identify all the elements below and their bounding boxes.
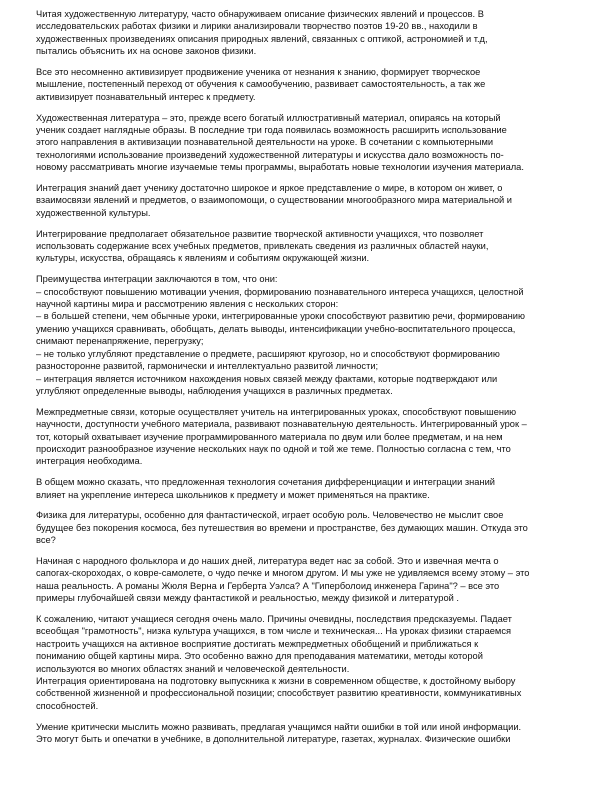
text-line: способностей. [36, 700, 99, 711]
text-line: Это могут быть и опечатки в учебнике, в дополнительной литературе, газетах, журналах. Физические ошибки [36, 734, 511, 745]
text-line: мышление, постепенный переход от обучения к самообучению, развивает самостоятельность, а так же [36, 79, 486, 90]
text-line: научной картины мира и рассмотрению явления с нескольких сторон: [36, 299, 339, 310]
text-line: В общем можно сказать, что предложенная технология сочетания дифференциации и интеграции знаний [36, 477, 495, 488]
text-line: влияет на укрепление интереса школьников к предмету и может применяться на практике. [36, 489, 430, 500]
text-line: активизирует познавательный интерес к предмету. [36, 91, 256, 102]
text-line: тот, который охватывает изучение программированного материала по двум или более предметам, и на нем [36, 431, 503, 442]
paragraph [36, 182, 576, 219]
text-line: всеобщая "грамотность", низка культура учащихся, в том числе и техническая... На уроках физики стараемся [36, 626, 512, 637]
text-line: происходит разнообразное изучение нескольких наук по одной и той же теме. Полностью согласна с тем, что [36, 443, 511, 454]
text-line: собственной жизненной и профессиональной позиции; способствует развитию креативности, коммуникативных [36, 688, 522, 699]
text-line: исследовательских работах физики и лирики анализировали творчество поэтов 19-20 вв., находили в [36, 21, 478, 32]
text-line: пытались объяснить их на основе законов физики. [36, 46, 257, 57]
paragraph [36, 476, 576, 501]
text-line: будущее без покорения космоса, без путешествия во времени и пространстве, без думающих машин. Откуда это [36, 522, 528, 533]
paragraph [36, 273, 576, 397]
text-line: использовать содержание всех учебных предметов, привлекать сведения из различных областей науки, [36, 241, 489, 252]
text-line: наша реальность. А романы Жюля Верна и Герберта Уэлса? А "Гиперболоид инженера Гарина"? – все это [36, 580, 500, 591]
paragraph [36, 509, 576, 546]
text-line: сапогах-скороходах, о ковре-самолете, о чудо печке и многом другом. И мы уже не удивляемся всему этому – это [36, 568, 530, 579]
paragraph [36, 112, 576, 174]
paragraph [36, 8, 576, 58]
text-line: К сожалению, читают учащиеся сегодня очень мало. Причины очевидны, последствия предсказуемы. Падает [36, 613, 512, 624]
text-line: – способствуют повышению мотивации учения, формированию познавательного интереса учащихся, целостной [36, 286, 524, 297]
text-line: пониманию общей картины мира. Это особенно важно для преподавания математики, методы которой [36, 651, 483, 662]
text-line: Читая художественную литературу, часто обнаруживаем описание физических явлений и процессов. В [36, 9, 484, 19]
text-line: разносторонне развитой, гармонически и интеллектуально развитой личности; [36, 361, 379, 372]
paragraph [36, 613, 576, 675]
text-line: художественных произведениях описания природных явлений, связанных с оптикой, астрономией и т.д, [36, 33, 488, 44]
text-line: научности, доступности учебного материала, развивают познавательную деятельность. Интегрированный урок – [36, 419, 527, 430]
text-line: снимают перенапряжение, перегрузку; [36, 336, 204, 347]
text-line: технологиями использование произведений художественной литературы и искусства дало возможность по- [36, 149, 504, 160]
paragraph [36, 555, 576, 605]
text-line: углубляют определенные выводы, наблюдения учащихся в различных предметах. [36, 385, 393, 396]
text-line: примеры глубочайшей связи между фантастикой и реальностью, между физикой и литературой . [36, 593, 460, 604]
text-line: этого направления в активизации познавательной деятельности на уроке. В сочетании с компьютерными [36, 137, 494, 148]
text-line: все? [36, 535, 56, 546]
text-line: Преимущества интеграции заключаются в том, что они: [36, 274, 278, 285]
document-body [36, 8, 576, 745]
text-line: Межпредметные связи, которые осуществляет учитель на интегрированных уроках, способствуют повышению [36, 406, 517, 417]
text-line: художественной культуры. [36, 207, 151, 218]
text-line: используются во многих областях знаний и человеческой деятельности. [36, 663, 350, 674]
text-line: умению учащихся сравнивать, обобщать, делать выводы, интенсификации учебно-воспитательного процесса, [36, 323, 516, 334]
text-line: Интеграция знаний дает ученику достаточно широкое и яркое представление о мире, в котором он живет, о [36, 183, 503, 194]
text-line: Физика для литературы, особенно для фантастической, играет особую роль. Человечество не мыслит свое [36, 510, 504, 521]
text-line: Интегрирование предполагает обязательное развитие творческой активности учащихся, что позволяет [36, 228, 484, 239]
paragraph [36, 721, 576, 746]
text-line: взаимосвязи явлений и предметов, о взаимопомощи, о существовании многообразного мира материальной и [36, 195, 512, 206]
text-line: Интеграция ориентирована на подготовку выпускника к жизни в современном обществе, к достойному выбору [36, 676, 516, 686]
text-line: Начиная с народного фольклора и до наших дней, литература ведет нас за собой. Это и извечная мечта о [36, 555, 499, 566]
text-line: Художественная литература – это, прежде всего богатый иллюстративный материал, опираясь на который [36, 112, 501, 123]
text-line: ученик создает наглядные образы. В последние три года появилась возможность расширить использование [36, 125, 507, 136]
text-line: – в большей степени, чем обычные уроки, интегрированные уроки способствуют развитию речи, формированию [36, 311, 525, 322]
paragraph [36, 228, 576, 265]
text-line: Умение критически мыслить можно развивать, предлагая учащимся найти ошибки в той или иной информации. [36, 721, 522, 732]
text-line: интеграция необходима. [36, 456, 143, 467]
text-line: культуры, искусства, обращаясь к явлениям и событиям окружающей жизни. [36, 253, 370, 264]
paragraph [36, 66, 576, 103]
text-line: Все это несомненно активизирует продвижение ученика от незнания к знанию, формирует творческое [36, 67, 481, 78]
paragraph [36, 675, 576, 712]
text-line: настроить учащихся на активное восприятие достигать межпредметных обобщений и приближаться к [36, 638, 479, 649]
text-line: – интеграция является источником нахождения новых связей между фактами, которые подтверждают или [36, 373, 498, 384]
text-line: новому рассматривать многие изучаемые темы программы, выработать новые технологии изучения материала. [36, 162, 524, 173]
text-line: – не только углубляют представление о предмете, расширяют кругозор, но и способствуют формированию [36, 348, 500, 359]
paragraph [36, 406, 576, 468]
